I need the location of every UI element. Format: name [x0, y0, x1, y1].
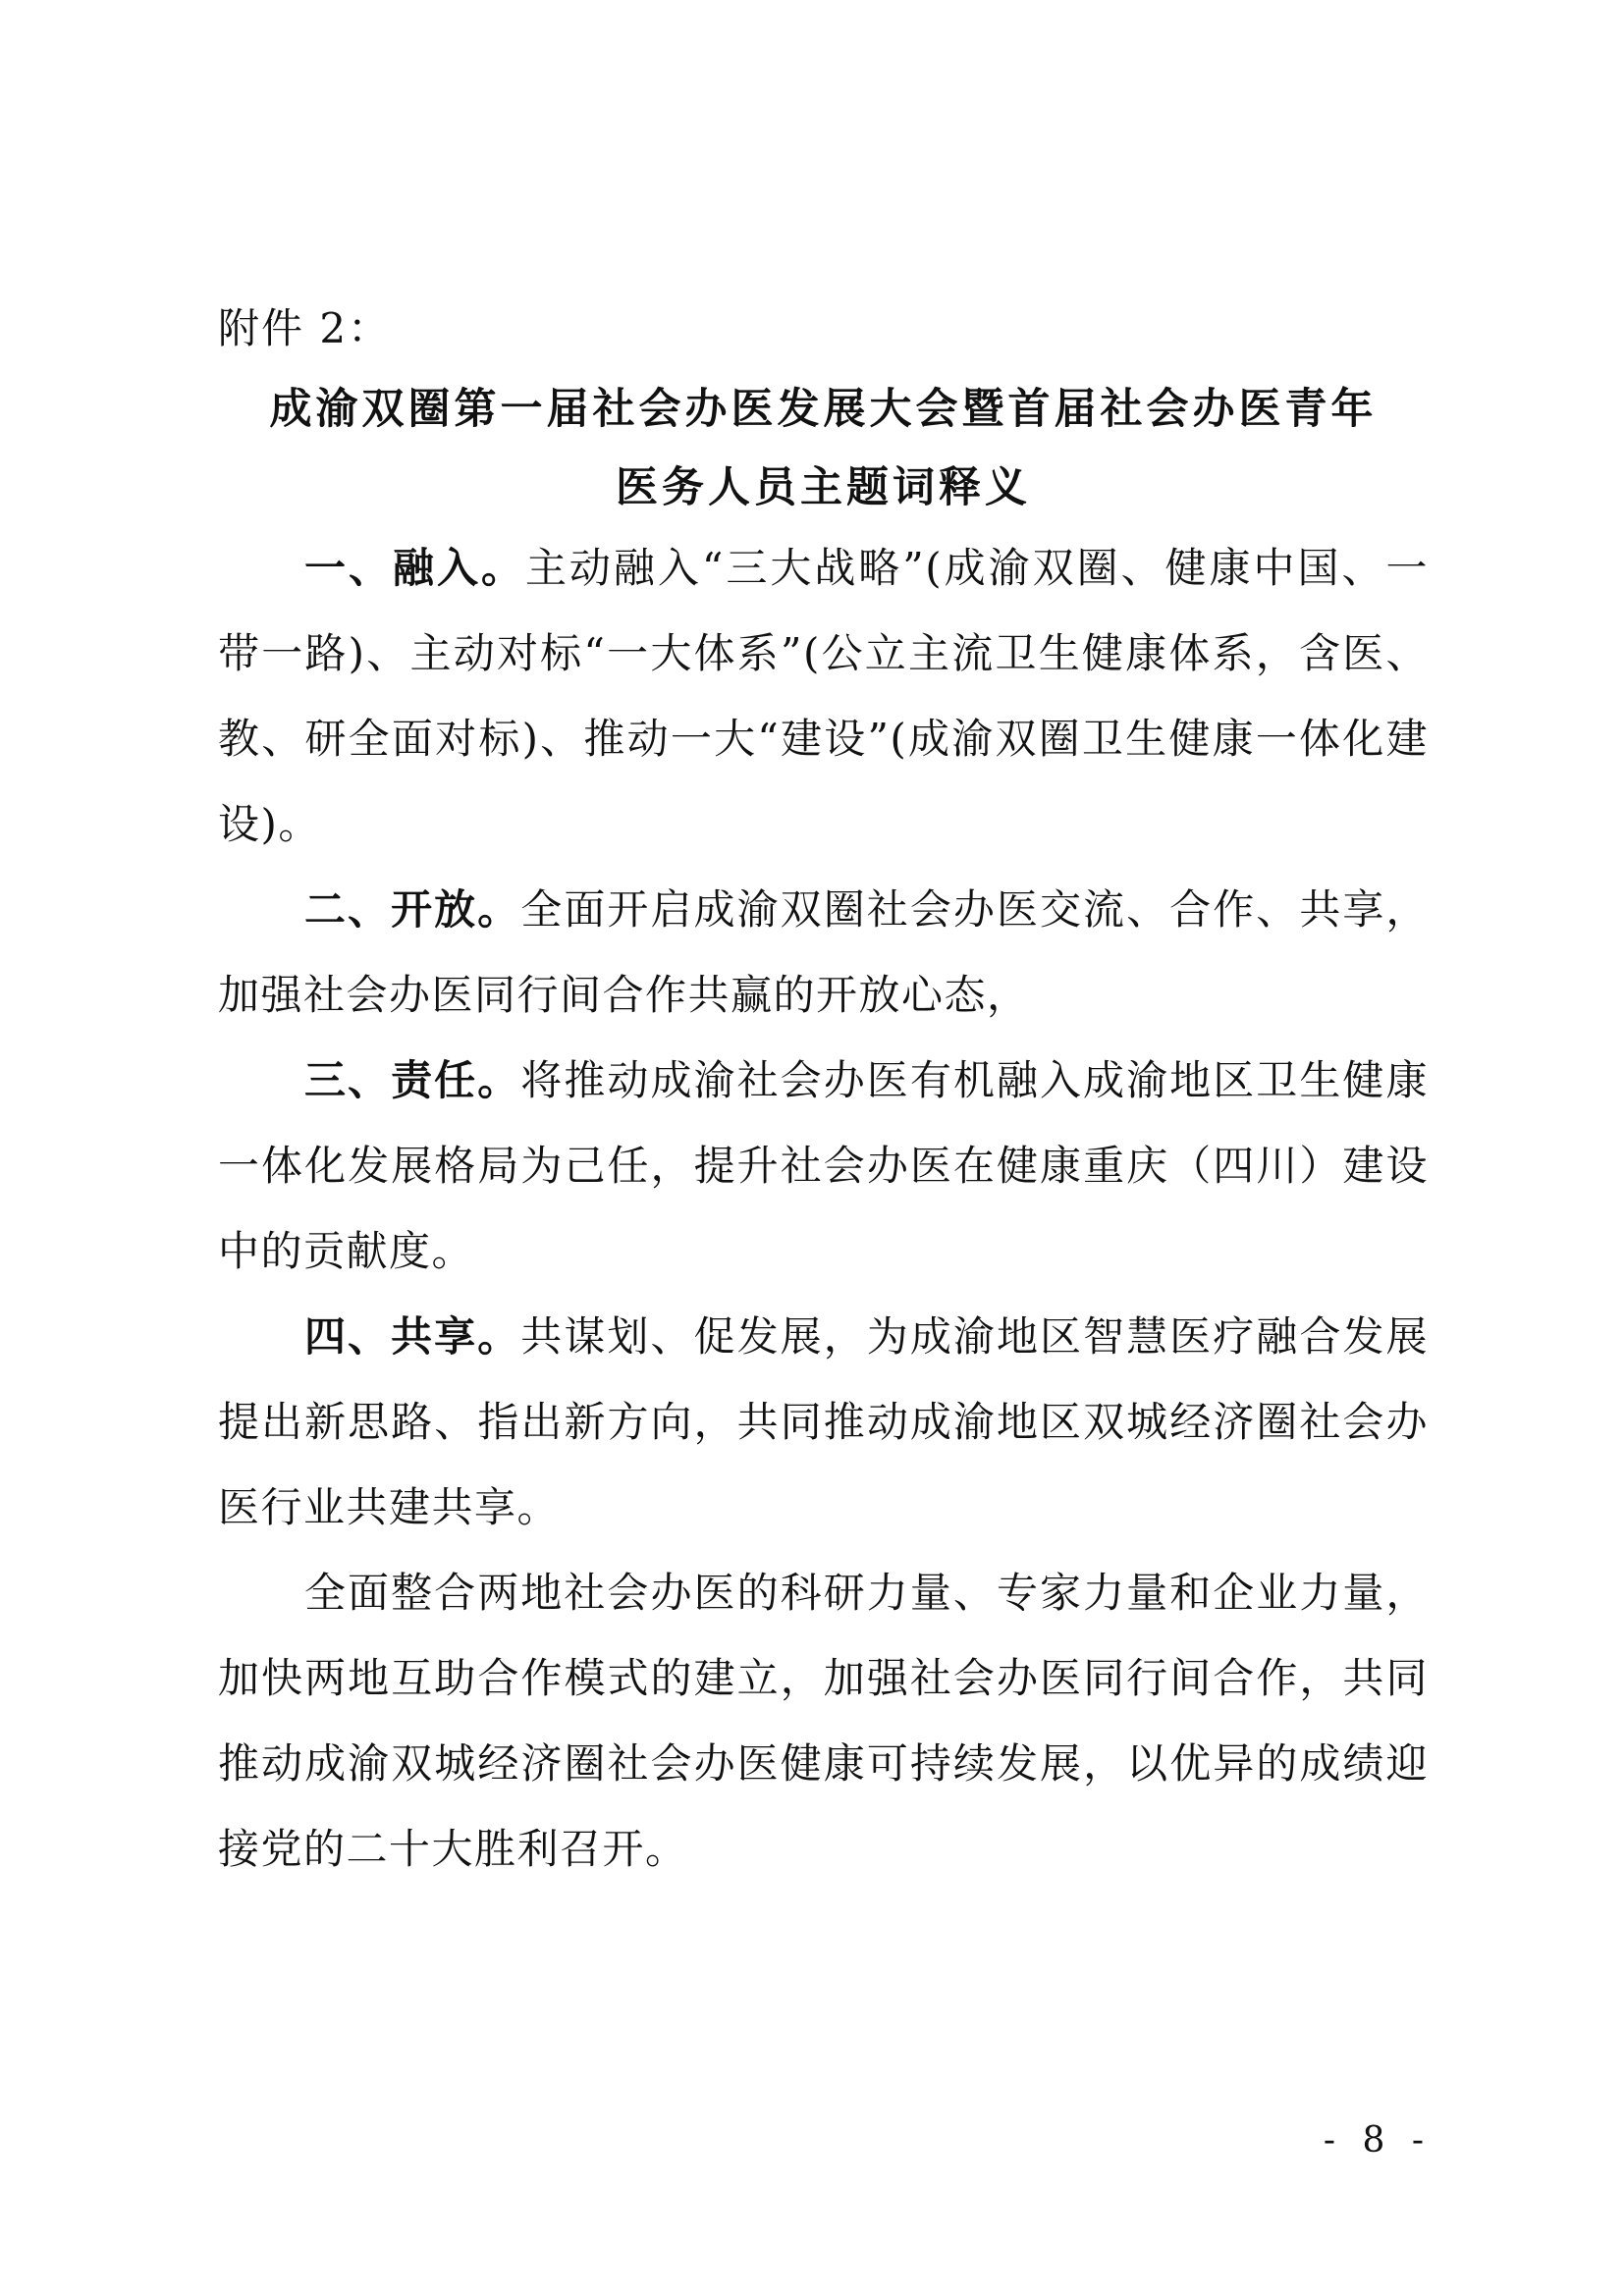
- section-text: 主动融入“三大战略”(成渝双圈、健康中国、一带一路)、主动对标“一大体系”(公立主流卫生健康体系，含医、教、研全面对标)、推动一大“建设”(成渝双圈卫生健康一体化建设)。: [218, 544, 1429, 848]
- section-openness: [218, 867, 1429, 1038]
- section-heading: 二、开放。: [304, 885, 521, 934]
- closing-paragraph: 全面整合两地社会办医的科研力量、专家力量和企业力量，加快两地互助合作模式的建立，加强社会办医同行间合作，共同推动成渝双城经济圈社会办医健康可持续发展，以优异的成绩迎接党的二十大胜利召开。: [218, 1569, 1429, 1873]
- section-sharing: [218, 1294, 1429, 1550]
- section-heading: 三、责任。: [304, 1056, 521, 1104]
- section-heading: 四、共享。: [304, 1312, 521, 1361]
- attachment-label: 附件 2：: [218, 304, 392, 352]
- section-text: 将推动成渝社会办医有机融入成渝地区卫生健康一体化发展格局为己任，提升社会办医在健康重庆（四川）建设中的贡献度。: [218, 1056, 1429, 1275]
- document-title-line-1: 成渝双圈第一届社会办医发展大会暨首届社会办医青年: [269, 385, 1378, 434]
- section-heading: 一、融入。: [304, 544, 525, 592]
- document-body: [218, 525, 1429, 1892]
- section-text: 共谋划、促发展，为成渝地区智慧医疗融合发展提出新思路、指出新方向，共同推动成渝地区双城经济圈社会办医行业共建共享。: [218, 1312, 1429, 1531]
- section-text: 全面开启成渝双圈社会办医交流、合作、共享，加强社会办医同行间合作共赢的开放心态，: [218, 885, 1429, 1019]
- section-responsibility: [218, 1038, 1429, 1294]
- document-title-line-2: 医务人员主题词释义: [616, 463, 1031, 512]
- section-integration: [218, 525, 1429, 867]
- page-number: - 8 -: [1323, 2120, 1432, 2161]
